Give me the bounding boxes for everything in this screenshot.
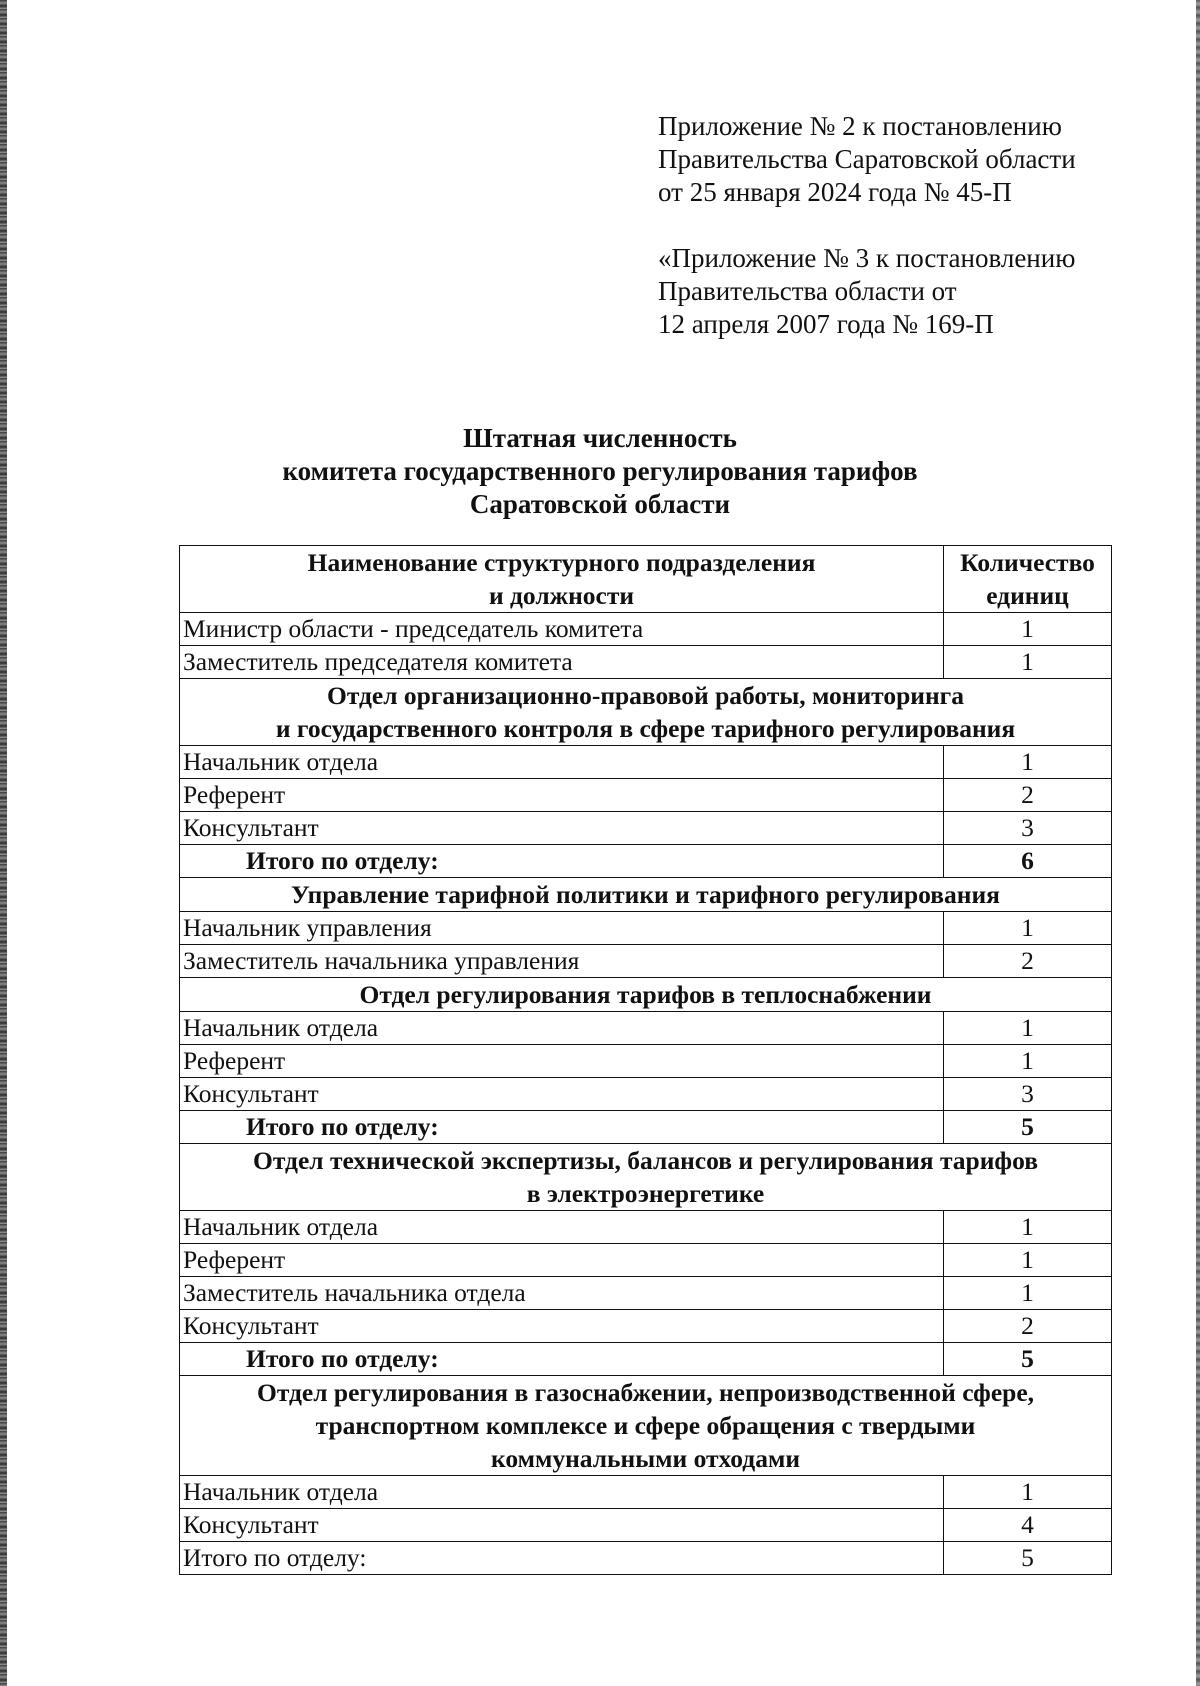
- title-line: Саратовской области: [469, 489, 731, 519]
- table-row: [180, 613, 1112, 646]
- section-title: Отдел технической экспертизы, балансов и регулирования тарифов в электроэнергетике: [180, 1144, 1112, 1211]
- position-name: Заместитель председателя комитета: [180, 646, 944, 679]
- position-count: 1: [944, 1244, 1112, 1277]
- position-count: 1: [944, 746, 1112, 779]
- staff-table: [179, 545, 1112, 1575]
- section-total-row: [180, 1111, 1112, 1144]
- position-name: Консультант: [180, 1509, 944, 1542]
- section-total-row: [180, 1343, 1112, 1376]
- table-row: [180, 1078, 1112, 1111]
- table-row: [180, 1211, 1112, 1244]
- position-count: 2: [944, 1310, 1112, 1343]
- section-title: Отдел организационно-правовой работы, мониторинга и государственного контроля в сфере тарифного регулирования: [180, 679, 1112, 746]
- position-name: Референт: [180, 1045, 944, 1078]
- table-row: [180, 779, 1112, 812]
- position-name: Начальник управления: [180, 912, 944, 945]
- header-count-cell: Количество единиц: [944, 546, 1112, 613]
- table-row: [180, 1310, 1112, 1343]
- table-row: [180, 1244, 1112, 1277]
- total-count: 5: [944, 1111, 1112, 1144]
- appendix-header: [658, 110, 1158, 341]
- section-total-row: [180, 1542, 1112, 1575]
- table-row: [180, 1277, 1112, 1310]
- position-name: Консультант: [180, 812, 944, 845]
- position-name: Министр области - председатель комитета: [180, 613, 944, 646]
- position-count: 1: [944, 1476, 1112, 1509]
- position-count: 1: [944, 646, 1112, 679]
- position-count: 1: [944, 613, 1112, 646]
- title-line: комитета государственного регулирования тарифов: [282, 456, 918, 486]
- table-row: [180, 646, 1112, 679]
- table-row: [180, 945, 1112, 978]
- total-count: 5: [944, 1542, 1112, 1575]
- position-count: 2: [944, 779, 1112, 812]
- document-title: [0, 422, 1200, 521]
- appendix-line: «Приложение № 3 к постановлению: [658, 243, 1076, 273]
- total-count: 5: [944, 1343, 1112, 1376]
- total-count: 6: [944, 845, 1112, 878]
- table-row: [180, 1509, 1112, 1542]
- total-label: Итого по отделу:: [180, 1343, 944, 1376]
- position-count: 3: [944, 812, 1112, 845]
- position-count: 1: [944, 1045, 1112, 1078]
- table-row: [180, 1012, 1112, 1045]
- position-name: Заместитель начальника отдела: [180, 1277, 944, 1310]
- position-name: Начальник отдела: [180, 1012, 944, 1045]
- total-label: Итого по отделу:: [180, 845, 944, 878]
- section-title: Отдел регулирования в газоснабжении, непроизводственной сфере, транспортном комплексе и сфере обращения с твердыми коммунальными отходами: [180, 1376, 1112, 1476]
- appendix-line: Правительства области от: [658, 276, 957, 306]
- appendix-line: Правительства Саратовской области: [658, 144, 1076, 174]
- position-count: 3: [944, 1078, 1112, 1111]
- section-header-row: [180, 679, 1112, 746]
- position-count: 1: [944, 1012, 1112, 1045]
- appendix-line: от 25 января 2024 года № 45-П: [658, 177, 1012, 207]
- header-name-cell: Наименование структурного подразделения и должности: [180, 546, 944, 613]
- section-header-row: [180, 878, 1112, 912]
- position-count: 1: [944, 1277, 1112, 1310]
- section-header-row: [180, 1144, 1112, 1211]
- position-name: Референт: [180, 779, 944, 812]
- table-row: [180, 812, 1112, 845]
- position-name: Начальник отдела: [180, 1476, 944, 1509]
- section-title: Отдел регулирования тарифов в теплоснабжении: [180, 978, 1112, 1012]
- position-count: 1: [944, 1211, 1112, 1244]
- position-name: Консультант: [180, 1078, 944, 1111]
- table-row: [180, 746, 1112, 779]
- section-total-row: [180, 845, 1112, 878]
- scan-edge-left: [0, 0, 7, 1686]
- position-count: 2: [944, 945, 1112, 978]
- title-line: Штатная численность: [463, 423, 737, 453]
- position-name: Референт: [180, 1244, 944, 1277]
- section-title: Управление тарифной политики и тарифного регулирования: [180, 878, 1112, 912]
- position-name: Начальник отдела: [180, 746, 944, 779]
- section-header-row: [180, 1376, 1112, 1476]
- position-name: Заместитель начальника управления: [180, 945, 944, 978]
- position-name: Начальник отдела: [180, 1211, 944, 1244]
- position-count: 1: [944, 912, 1112, 945]
- table-row: [180, 912, 1112, 945]
- total-label: Итого по отделу:: [180, 1111, 944, 1144]
- total-label: Итого по отделу:: [180, 1542, 944, 1575]
- scan-edge-right: [1196, 0, 1200, 1686]
- table-row: [180, 1476, 1112, 1509]
- table-row: [180, 1045, 1112, 1078]
- appendix-line: 12 апреля 2007 года № 169-П: [658, 309, 994, 339]
- position-name: Консультант: [180, 1310, 944, 1343]
- table-header-row: [180, 546, 1112, 613]
- section-header-row: [180, 978, 1112, 1012]
- appendix-line: Приложение № 2 к постановлению: [658, 111, 1062, 141]
- position-count: 4: [944, 1509, 1112, 1542]
